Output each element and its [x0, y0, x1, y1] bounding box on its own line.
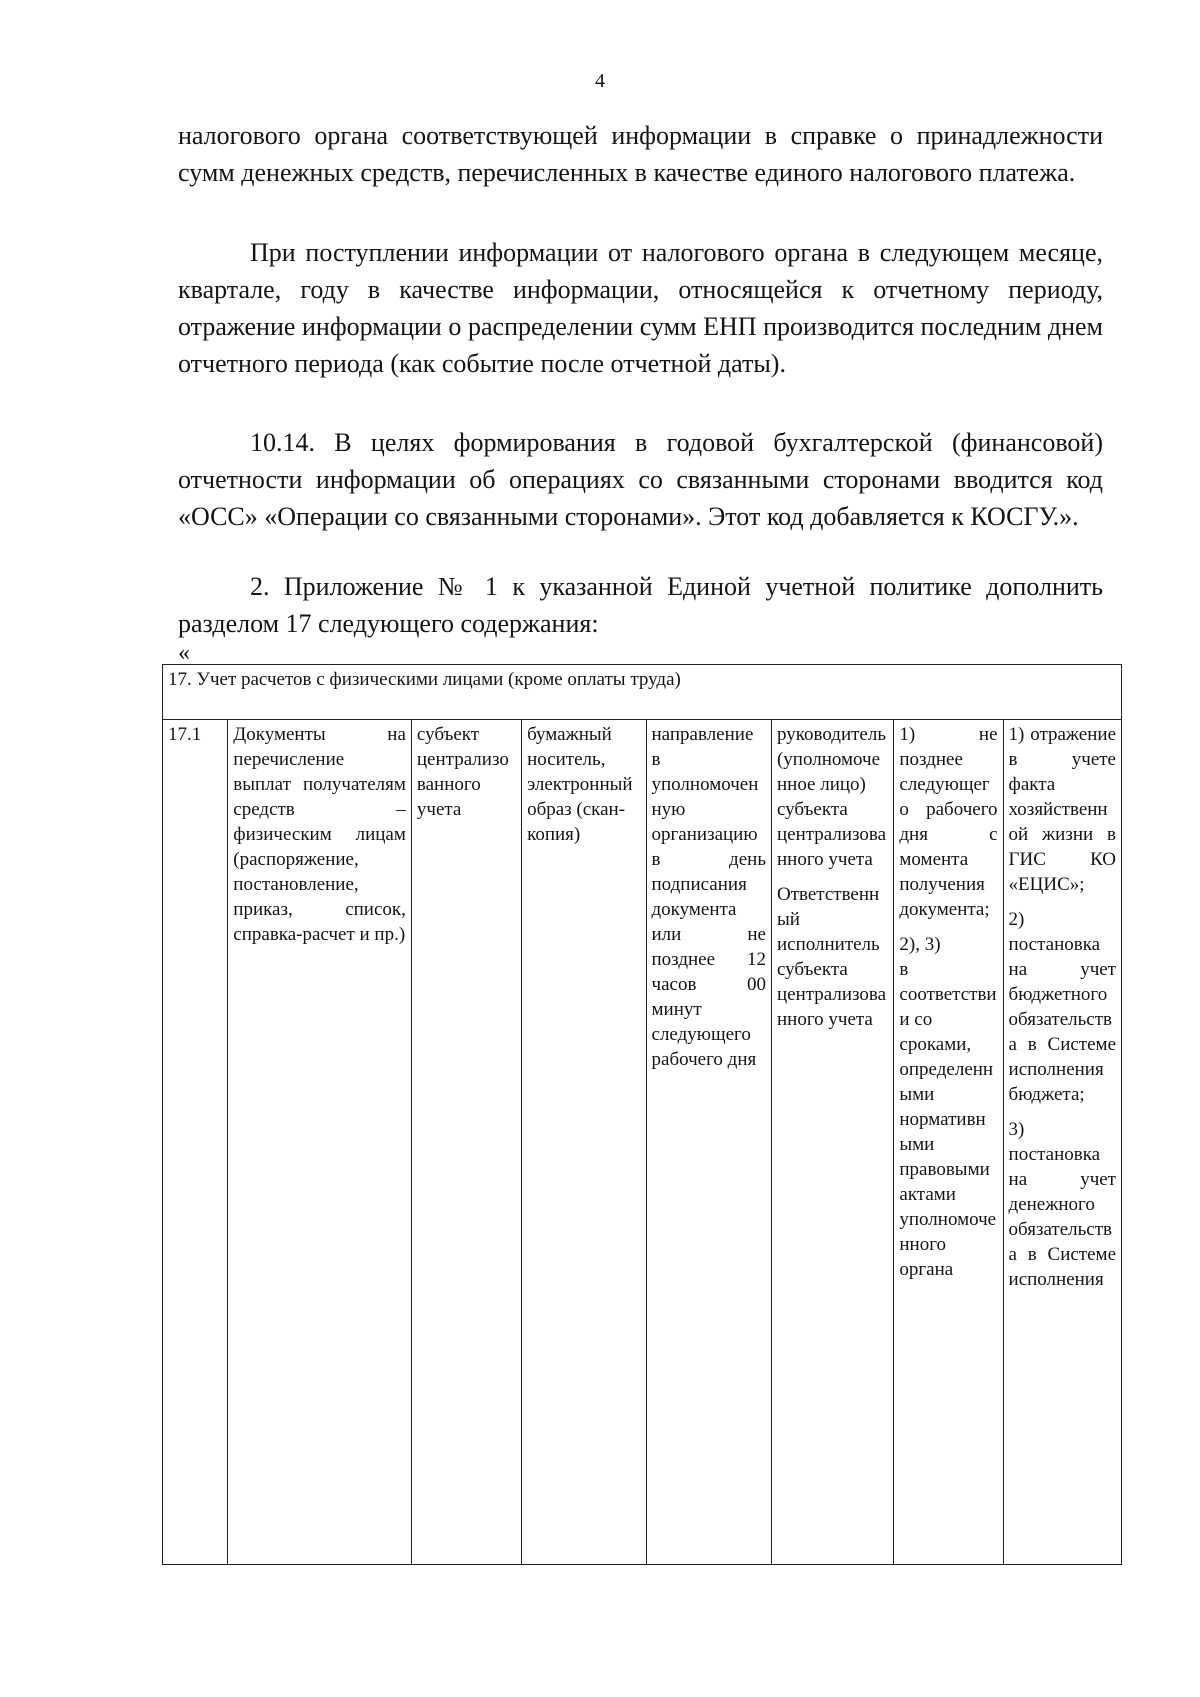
terms-cell [894, 720, 1003, 1565]
opening-quote-mark: « [178, 640, 190, 666]
action-item-3: 3) постановка на учет денежного обязательства в Системе исполнения [1008, 1119, 1116, 1290]
action-item-1: 1) отражение в учете факта хозяйственной жизни в ГИС КО «ЕЦИС»; [1008, 724, 1116, 895]
accounting-table [162, 664, 1122, 1565]
paragraph-enp-info: При поступлении информации от налогового органа в следующем месяце, квартале, году в качестве информации, относящейся к отчетному периоду, отражение информации о распределении сумм ЕНП производится последним днем отчетного периода (как событие после отчетной даты). [178, 238, 1103, 378]
row-number-cell: 17.1 [163, 720, 228, 1565]
paragraph-10-14: 10.14. В целях формирования в годовой бухгалтерской (финансовой) отчетности информации об операциях со связанными сторонами вводится код «ОСС» «Операции со связанными сторонами». Этот код добавляется к КОСГУ.». [178, 428, 1103, 531]
page-number: 4 [595, 70, 605, 92]
terms-item-2-3: 2), 3) в соответствии со сроками, определенными нормативными правовыми актами уполномоченного органа [899, 934, 997, 1280]
responsible-cell [771, 720, 893, 1565]
paragraph-appendix-1: 2. Приложение № 1 к указанной Единой учетной политике дополнить разделом 17 следующего содержания: [178, 572, 1103, 638]
direction-cell: направление в уполномоченную организацию в день подписания документа или не позднее 12 часов 00 минут следующего рабочего дня [646, 720, 771, 1565]
paragraph-continuation: налогового органа соответствующей информации в справке о принадлежности сумм денежных средств, перечисленных в качестве единого налогового платежа. [178, 121, 1103, 187]
subject-cell: субъект централизованного учета [411, 720, 521, 1565]
terms-item-1: 1) не позднее следующего рабочего дня с момента получения документа; [899, 724, 998, 920]
actions-cell [1003, 720, 1121, 1565]
section-title: 17. Учет расчетов с физическими лицами (кроме оплаты труда) [163, 665, 1122, 720]
responsible-head: руководитель (уполномоченное лицо) субъекта централизованного учета [776, 724, 887, 870]
responsible-executor: Ответственный исполнитель субъекта централизованного учета [776, 884, 887, 1030]
action-item-2: 2) постановка на учет бюджетного обязательства в Системе исполнения бюджета; [1008, 909, 1116, 1105]
table-section-header-row [163, 665, 1122, 720]
documents-cell: Документы на перечисление выплат получателям средств – физическим лицам (распоряжение, постановление, приказ, список, справка-расчет и пр.) [228, 720, 412, 1565]
medium-cell: бумажный носитель, электронный образ (скан-копия) [522, 720, 646, 1565]
table-row [163, 720, 1122, 1565]
